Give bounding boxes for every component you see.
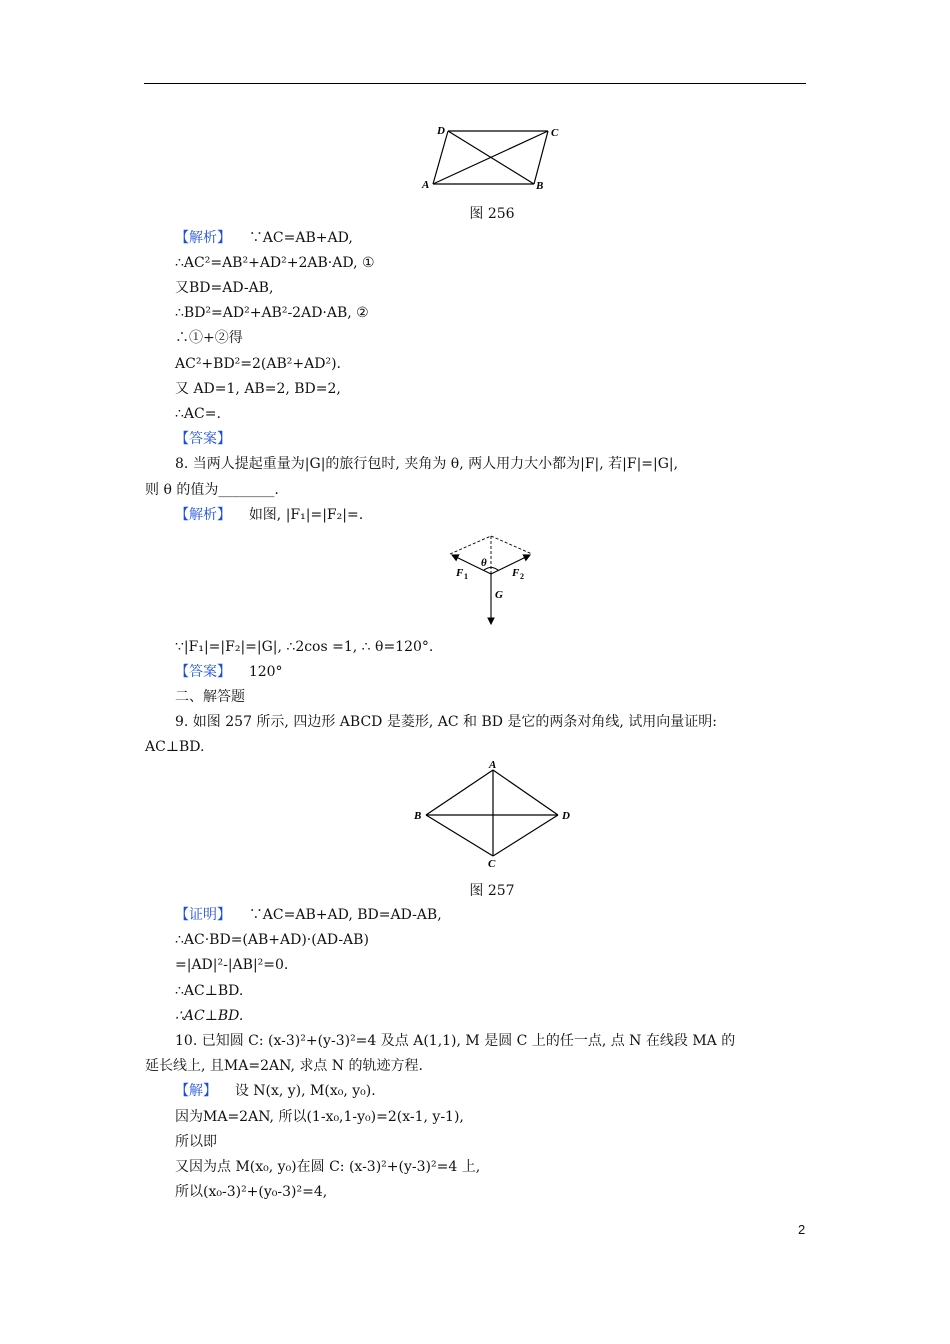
analysis-tag: 【解析】 bbox=[175, 230, 231, 246]
line-5: ∴①+②得 bbox=[175, 330, 243, 346]
answer-tag-7: 【答案】 bbox=[175, 431, 231, 447]
force-label-g: G bbox=[495, 589, 503, 601]
figure-force-diagram bbox=[440, 532, 550, 632]
question-9-line-2: AC⊥BD. bbox=[145, 739, 205, 755]
solution-10-line-2: 因为MA=2AN, 所以(1-x₀,1-y₀)=2(x-1, y-1), bbox=[175, 1109, 464, 1125]
fig257-label-d: D bbox=[562, 810, 570, 822]
question-10-line-2: 延长线上, 且MA=2AN, 求点 N 的轨迹方程. bbox=[145, 1058, 423, 1074]
figure-256-parallelogram bbox=[415, 122, 565, 194]
proof-9-line-1 bbox=[175, 905, 442, 925]
fig256-label-c: C bbox=[551, 127, 559, 139]
solution-8-line-1 bbox=[175, 505, 363, 525]
section-heading: 二、解答题 bbox=[175, 689, 245, 705]
solution-10-line-5: 所以(x₀-3)²+(y₀-3)²=4, bbox=[175, 1184, 328, 1200]
fig257-label-b: B bbox=[414, 810, 422, 822]
fig256-label-b: B bbox=[536, 180, 544, 192]
line-analysis-1 bbox=[175, 228, 353, 248]
figure-256-caption: 图 256 bbox=[469, 206, 515, 222]
solution-10-line-4: 又因为点 M(x₀, y₀)在圆 C: (x-3)²+(y-3)²=4 上, bbox=[175, 1159, 481, 1175]
solution-10-line-1 bbox=[175, 1081, 376, 1101]
line-3: 又BD=AD-AB, bbox=[175, 280, 274, 296]
solution-tag: 【解】 bbox=[175, 1083, 217, 1099]
header-rule bbox=[144, 83, 806, 84]
question-10-line-1: 10. 已知圆 C: (x-3)²+(y-3)²=4 及点 A(1,1), M 是圆 C 上的任一点, 点 N 在线段 MA 的 bbox=[175, 1033, 736, 1049]
solution-8-line-2: ∵|F₁|=|F₂|=|G|, ∴2cos =1, ∴ θ=120°. bbox=[175, 639, 434, 655]
line-6: AC²+BD²=2(AB²+AD²). bbox=[175, 356, 341, 372]
force-label-f1-sub: 1 bbox=[464, 572, 468, 581]
line-text: 设 N(x, y), M(x₀, y₀). bbox=[234, 1083, 376, 1099]
question-8-line-1: 8. 当两人提起重量为|G|的旅行包时, 夹角为 θ, 两人用力大小都为|F|, 若|F|=|G|, bbox=[175, 456, 679, 472]
force-label-f2-sub: 2 bbox=[520, 572, 524, 581]
question-8-line-2: 则 θ 的值为________. bbox=[145, 482, 279, 498]
force-label-f2: F bbox=[512, 567, 520, 579]
analysis-tag: 【解析】 bbox=[175, 507, 231, 523]
fig257-label-a: A bbox=[489, 759, 497, 771]
line-text: ∵AC=AB+AD, BD=AD-AB, bbox=[248, 907, 442, 923]
proof-9-line-4: ∴AC⊥BD. bbox=[175, 983, 244, 999]
proof-9-line-5: ∴AC⊥BD. bbox=[175, 1008, 244, 1024]
answer-8-line bbox=[175, 662, 283, 682]
fig256-label-a: A bbox=[422, 179, 430, 191]
answer-tag: 【答案】 bbox=[175, 664, 231, 680]
proof-9-line-2: ∴AC·BD=(AB+AD)·(AD-AB) bbox=[175, 932, 369, 948]
question-9-line-1: 9. 如图 257 所示, 四边形 ABCD 是菱形, AC 和 BD 是它的两条对角线, 试用向量证明: bbox=[175, 714, 718, 730]
force-label-f1: F bbox=[456, 567, 464, 579]
force-label-theta: θ bbox=[481, 557, 487, 569]
answer-value: 120° bbox=[248, 664, 283, 680]
line-7: 又 AD=1, AB=2, BD=2, bbox=[175, 381, 341, 397]
line-8: ∴AC=. bbox=[175, 406, 221, 422]
line-2: ∴AC²=AB²+AD²+2AB·AD, ① bbox=[175, 255, 375, 271]
solution-10-line-3: 所以即 bbox=[175, 1134, 217, 1150]
figure-257-rhombus bbox=[408, 758, 578, 872]
line-text: 如图, |F₁|=|F₂|=. bbox=[248, 507, 364, 523]
figure-257-caption: 图 257 bbox=[469, 883, 515, 899]
line-text: ∵AC=AB+AD, bbox=[248, 230, 353, 246]
proof-tag: 【证明】 bbox=[175, 907, 231, 923]
fig256-label-d: D bbox=[437, 125, 445, 137]
fig257-label-c: C bbox=[488, 858, 496, 870]
proof-9-line-3: =|AD|²-|AB|²=0. bbox=[175, 957, 289, 973]
page-number: 2 bbox=[798, 1222, 806, 1237]
line-4: ∴BD²=AD²+AB²-2AD·AB, ② bbox=[175, 305, 369, 321]
